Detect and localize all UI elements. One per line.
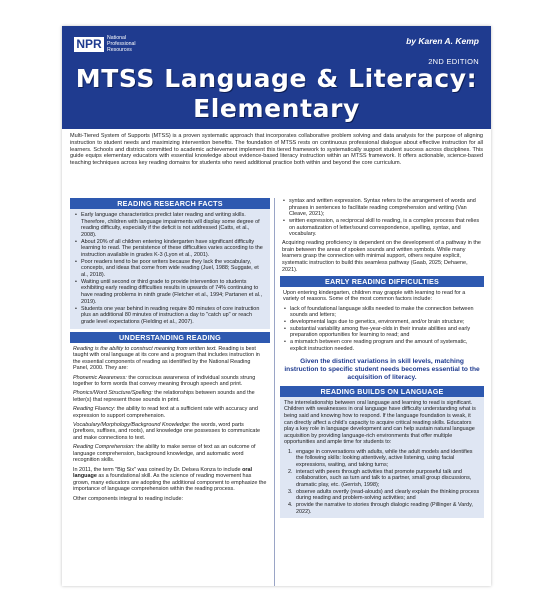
list-item: • Early language characteristics predict later reading and writing skills. Therefore, children with language impairments will display some degree of reading difficulty, especially if the deficit is not addressed (Catts, et al., 2008).: [74, 212, 266, 238]
list-item: • lack of foundational language skills needed to make the connection between sounds and letters;: [283, 306, 481, 319]
left-column: [70, 198, 270, 505]
list-number: 2.: [288, 468, 293, 475]
list-item: • Students one year behind in reading require 80 minutes of core instruction plus an additional 80 minutes of instruction a day to "catch up" or reach grade level expectations (Fielding et al., 2007).: [74, 306, 266, 326]
definition-text: the ability to read text at a sufficient rate with accuracy and expression to support comprehension.: [73, 406, 258, 419]
list-item: • About 20% of all children entering kindergarten have significant difficulty learning to read. The persistence of these difficulties varies according to the instruction available in grades K-3 (Lyon et al., 2001).: [74, 239, 266, 259]
list-number: 4.: [288, 501, 293, 508]
definition-vocabulary: [73, 422, 267, 442]
list-item: • written expression, a reciprocal skill to reading, is a complex process that relies on automatization of letter/sound correspondence, spelling, syntax, and vocabulary.: [282, 218, 482, 238]
title-line-2: Elementary: [193, 94, 360, 123]
understanding-heading: UNDERSTANDING READING: [70, 332, 270, 343]
definition-comprehension: [73, 444, 267, 464]
definition-term: Phonics/Word Structure/Spelling:: [73, 390, 153, 397]
column-divider: [274, 198, 275, 586]
list-item: [286, 469, 480, 489]
list-number: 1.: [288, 448, 293, 455]
reading-definition: Reading is the ability to construct meaning from written text.: [73, 345, 217, 352]
research-facts-box: [70, 209, 270, 329]
right-column: [280, 198, 484, 518]
list-item: • a mismatch between core reading program and the amount of systematic, explicit instruction needed.: [283, 339, 481, 352]
logo-subtitle: National Professional Resources: [107, 35, 136, 53]
callout-statement: Given the distinct variations in skill levels, matching instruction to specific student needs becomes essential to the acquisition of literacy.: [284, 357, 480, 381]
list-item: • Poor readers tend to be poor writers because they lack the vocabulary, concepts, and ideas that come from wide reading (Juel, 1988; Suggate, et al., 2018).: [74, 259, 266, 279]
list-text: engage in conversations with adults, while the adult models and identifies the following skills: looking attentively, active listening, using facial expressions, waiting, and taking turns;: [296, 448, 473, 468]
npr-logo: [74, 35, 149, 53]
author-credit: by Karen A. Kemp: [406, 36, 479, 46]
builds-heading: READING BUILDS ON LANGUAGE: [280, 386, 484, 397]
other-components-text: Other components integral to reading include:: [73, 495, 184, 502]
builds-list: [284, 449, 480, 516]
builds-paragraph: The interrelationship between oral language and learning to read is significant. Children with weaknesses in oral language have difficulty understanding what is being said and knowing how to respond. If the language foundation is weak, it can directly affect a child's capacity to acquire critical reading skills. Educators play a key role in language development and can help sustain natural language acquisition by providing language-rich environments that offer multiple opportunities and ample time for students to:: [284, 399, 476, 446]
list-item: [286, 489, 480, 502]
oral-language-bold: oral language: [73, 466, 253, 480]
definition-term: Reading Comprehension:: [73, 444, 135, 451]
difficulties-intro: Upon entering kindergarten, children may grapple with learning to read for a variety of reasons. Some of the most common factors include:: [283, 289, 466, 303]
header-banner: [62, 26, 491, 129]
difficulties-body: [280, 287, 484, 353]
list-item: [286, 449, 480, 469]
big-six-text-b: as a foundational skill. As the science of reading movement has grown, many educators are adopting the additional component to emphasize the importance of language comprehension within the reading process.: [73, 473, 267, 493]
logo-text: NPR: [74, 37, 104, 52]
edition-label: 2ND EDITION: [428, 57, 479, 66]
difficulties-heading: EARLY READING DIFFICULTIES: [280, 276, 484, 287]
definition-phonemic: [73, 375, 267, 388]
components-list: [280, 198, 484, 238]
definition-text: the ability to make sense of text as an outcome of language comprehension, background knowledge, and automatic word recognition skills.: [73, 444, 256, 464]
definition-fluency: [73, 406, 267, 419]
builds-box: [280, 397, 484, 518]
list-text: observe adults overtly (read-alouds) and clearly explain the thinking process during reading and problem-solving activities; and: [296, 488, 480, 502]
definition-text: the conscious awareness of individual sounds strung together to form words that convey meaning through speech and print.: [73, 374, 256, 388]
list-item: [286, 502, 480, 515]
reference-sheet: [62, 26, 491, 586]
difficulties-list: [283, 306, 481, 353]
big-six-text-a: In 2011, the term "Big Six" was coined by Dr. Delsea Konza to include: [73, 466, 243, 473]
list-number: 3.: [288, 488, 293, 495]
list-item: • substantial variability among five-year-olds in their innate abilities and early preparation opportunities for learning to read; and: [283, 326, 481, 339]
list-text: provide the narrative to stories through dialogic reading (Pillinger & Vardy, 2022).: [296, 501, 473, 515]
understanding-intro: [73, 346, 267, 372]
title-line-1: MTSS Language & Literacy:: [75, 64, 478, 93]
pathway-paragraph: Acquiring reading proficiency is dependent on the development of a pathway in the brain between the areas of spoken sounds and written symbols. While many learners grasp the connection with minimal support, others require explicit, systematic instruction to build this seamless pathway (Gaab, 2025; Dehaene, 2021).: [282, 240, 481, 273]
big-six-paragraph: [73, 467, 267, 493]
list-item: • syntax and written expression. Syntax refers to the arrangement of words and phrases in sentences to facilitate reading comprehension and writing (Van Cleave, 2021);: [282, 198, 482, 218]
understanding-intro-rest: Reading is best taught with oral language at its core and a program that includes instruction in the essential components of reading as identified by the National Reading Panel, 2000. They are:: [73, 345, 260, 372]
intro-paragraph: Multi-Tiered System of Supports (MTSS) is a proven systematic approach that incorporates collaborative problem solving and data analysis for the purpose of aligning instruction to student needs and maximizing intervention benefits. The foundation of MTSS rests on continuous professional dialogue about effective instruction for all learners. Schools and districts committed to academic achievement implement this tiered framework to systematically support student success across disciplines. This guide equips elementary educators with essential knowledge about evidence-based literacy instruction within an MTSS framework. It offers actionable, science-based teaching techniques across key reading domains for students who need additional practice both within and beyond the core curriculum.: [70, 133, 483, 166]
research-facts-list: [74, 212, 266, 325]
definition-term: Vocabulary/Morphology/Background Knowledge:: [73, 421, 191, 428]
definition-text: the relationships between sounds and the letter(s) that represent those sounds in print.: [73, 390, 255, 403]
list-text: interact with peers through activities that promote purposeful talk and collaboration, such as turn and talk to a partner, small group discussions, dramatic play, etc. (Gerrish, 1998);: [296, 468, 472, 488]
definition-text: the words, word parts (prefixes, suffixes, and roots), and knowledge one possesses to communicate and make connections to text.: [73, 421, 260, 442]
list-item: • Waiting until second or third grade to provide intervention to students exhibiting early reading difficulties results in upwards of 74% continuing to have reading problems in ninth grade (Fletcher et al., 1994; Partanen et al., 2019).: [74, 279, 266, 305]
definition-term: Reading Fluency:: [73, 406, 116, 413]
list-item: • developmental lags due to genetics, environment, and/or brain structure;: [283, 319, 481, 326]
definition-term: Phonemic Awareness:: [73, 374, 127, 381]
understanding-body: [70, 343, 270, 503]
definition-phonics: [73, 390, 267, 403]
research-heading: READING RESEARCH FACTS: [70, 198, 270, 209]
